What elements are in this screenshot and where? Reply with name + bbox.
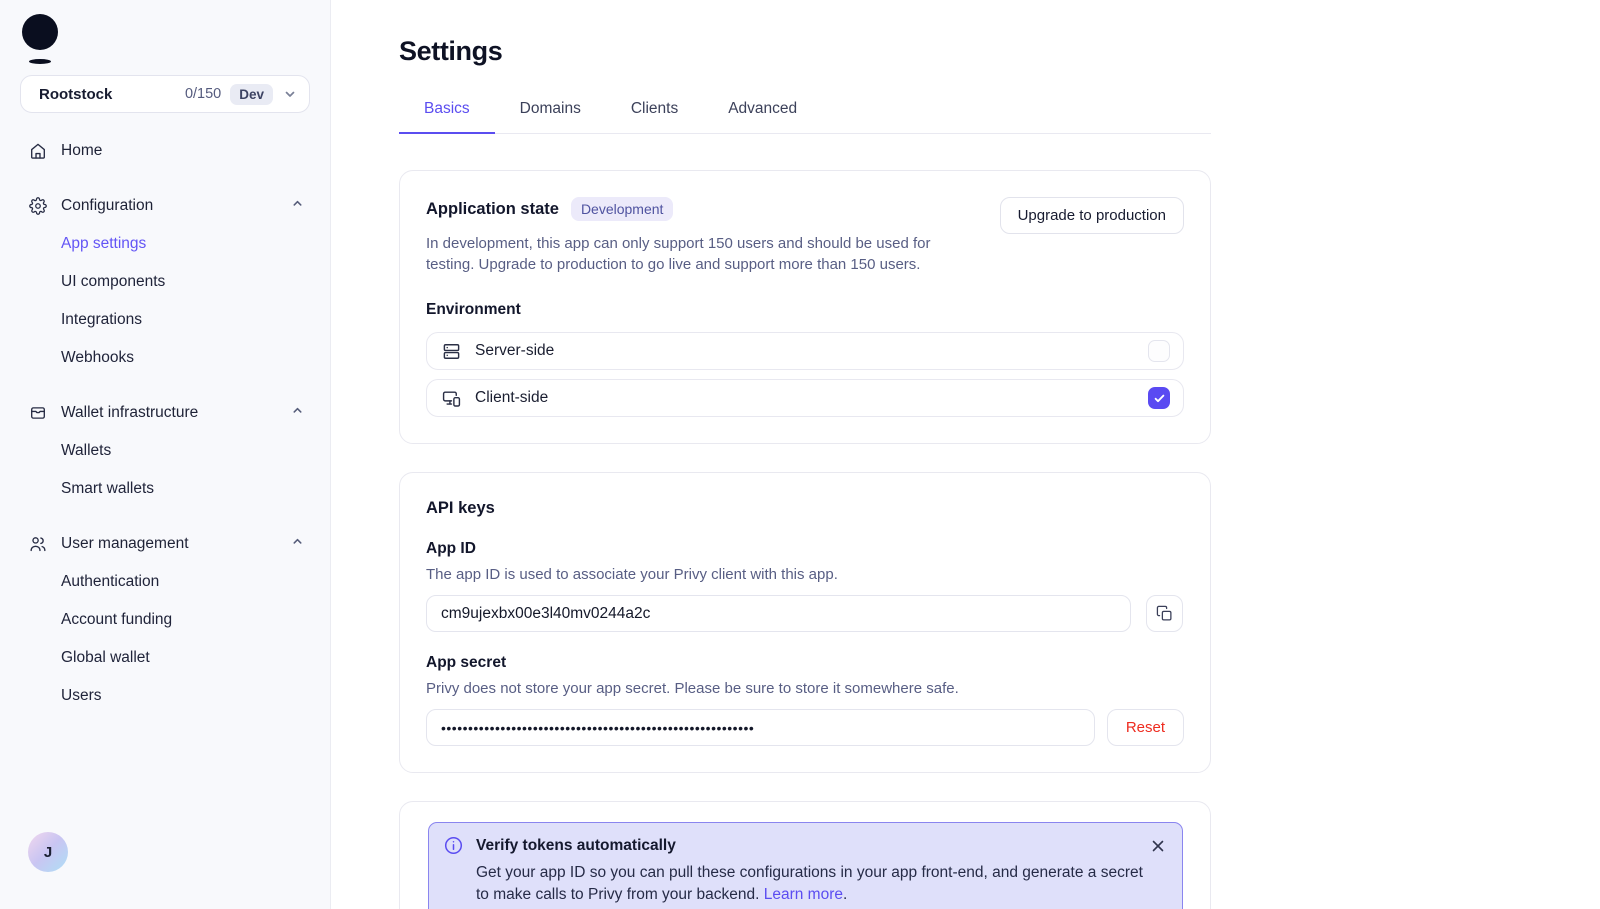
copy-icon bbox=[1156, 605, 1173, 622]
nav-group-wallet-infrastructure bbox=[20, 394, 310, 508]
app-secret-label: App secret bbox=[426, 654, 507, 671]
privy-logo bbox=[22, 14, 62, 60]
sidebar bbox=[0, 0, 331, 909]
sidebar-item-users[interactable]: Users bbox=[61, 687, 102, 704]
app-id-label: App ID bbox=[426, 540, 476, 557]
banner-title: Verify tokens automatically bbox=[476, 836, 676, 854]
client-side-checkbox[interactable] bbox=[1148, 387, 1170, 409]
upgrade-to-production-button[interactable]: Upgrade to production bbox=[1000, 197, 1184, 234]
environment-option-client-side[interactable] bbox=[426, 379, 1184, 417]
reset-secret-button[interactable]: Reset bbox=[1107, 709, 1184, 746]
copy-app-id-button[interactable] bbox=[1146, 595, 1183, 632]
privy-logo-base bbox=[29, 59, 51, 64]
sidebar-item-wallet-infrastructure[interactable] bbox=[20, 394, 310, 432]
home-icon bbox=[28, 142, 47, 161]
tab-basics[interactable]: Basics bbox=[399, 100, 495, 134]
banner-body-text: Get your app ID so you can pull these configurations in your app front-end, and generate a secret to make calls to Privy from your backend. bbox=[476, 864, 1143, 903]
app-selector-name: Rootstock bbox=[39, 85, 113, 103]
token-verification-card bbox=[399, 801, 1211, 909]
sidebar-item-ui-components[interactable]: UI components bbox=[61, 273, 166, 290]
application-state-description: In development, this app can only support 150 users and should be used for testing. Upgrade to production to go live and support more than 150 users. bbox=[426, 235, 931, 273]
tab-clients[interactable]: Clients bbox=[630, 100, 679, 117]
tab-bar bbox=[399, 100, 1211, 134]
sidebar-item-smart-wallets[interactable]: Smart wallets bbox=[61, 480, 155, 497]
app-usage-count: 0/150 bbox=[184, 86, 222, 102]
environment-label: Environment bbox=[426, 301, 521, 318]
sidebar-item-configuration[interactable] bbox=[20, 187, 310, 225]
sidebar-item-wallets[interactable]: Wallets bbox=[61, 442, 112, 459]
sidebar-item-label: Home bbox=[61, 142, 103, 159]
tab-advanced[interactable]: Advanced bbox=[728, 100, 798, 117]
environment-option-server-side[interactable] bbox=[426, 332, 1184, 370]
app-secret-input[interactable] bbox=[426, 709, 1095, 746]
sidebar-item-account-funding[interactable]: Account funding bbox=[61, 611, 173, 628]
environment-option-label: Client-side bbox=[475, 389, 549, 406]
app-selector[interactable] bbox=[20, 75, 310, 113]
info-icon bbox=[444, 836, 463, 855]
chevron-up-icon bbox=[291, 197, 304, 215]
server-side-checkbox[interactable] bbox=[1148, 340, 1170, 362]
environment-option-label: Server-side bbox=[475, 342, 555, 359]
page-title: Settings bbox=[399, 36, 503, 66]
api-keys-card bbox=[399, 472, 1211, 773]
privy-logo-circle bbox=[22, 14, 58, 50]
user-avatar[interactable]: J bbox=[28, 832, 68, 872]
wallet-icon bbox=[28, 404, 47, 423]
tab-domains[interactable]: Domains bbox=[519, 100, 581, 117]
development-badge: Development bbox=[571, 197, 674, 221]
devices-icon bbox=[442, 389, 461, 408]
sidebar-item-home[interactable] bbox=[20, 132, 310, 170]
main-content bbox=[331, 0, 1600, 909]
sidebar-item-global-wallet[interactable]: Global wallet bbox=[61, 649, 150, 666]
sidebar-item-integrations[interactable]: Integrations bbox=[61, 311, 142, 328]
sidebar-item-app-settings[interactable]: App settings bbox=[61, 235, 147, 252]
env-badge: Dev bbox=[230, 84, 273, 105]
verify-tokens-banner bbox=[428, 822, 1183, 909]
app-id-description: The app ID is used to associate your Privy client with this app. bbox=[426, 566, 838, 583]
chevron-up-icon bbox=[291, 535, 304, 553]
sidebar-item-label: Configuration bbox=[61, 197, 154, 214]
chevron-down-icon bbox=[283, 87, 297, 101]
banner-body-suffix: . bbox=[843, 885, 848, 903]
app-secret-description: Privy does not store your app secret. Please be sure to store it somewhere safe. bbox=[426, 680, 959, 697]
sidebar-item-label: User management bbox=[61, 535, 189, 552]
api-keys-title: API keys bbox=[426, 499, 495, 517]
nav-group-configuration bbox=[20, 187, 310, 377]
sidebar-item-user-management[interactable] bbox=[20, 525, 310, 563]
application-state-label: Application state bbox=[426, 199, 559, 218]
nav-group-user-management bbox=[20, 525, 310, 715]
server-icon bbox=[442, 342, 461, 361]
sidebar-item-authentication[interactable]: Authentication bbox=[61, 573, 160, 590]
chevron-up-icon bbox=[291, 404, 304, 422]
sidebar-item-label: Wallet infrastructure bbox=[61, 404, 199, 421]
sidebar-item-webhooks[interactable]: Webhooks bbox=[61, 349, 134, 366]
nav-group-home bbox=[20, 132, 310, 170]
banner-body bbox=[476, 862, 1147, 905]
sidebar-nav bbox=[20, 132, 310, 715]
users-icon bbox=[28, 535, 47, 554]
close-icon[interactable] bbox=[1149, 837, 1167, 855]
application-state-card bbox=[399, 170, 1211, 444]
app-id-input[interactable] bbox=[426, 595, 1131, 632]
gear-icon bbox=[28, 197, 47, 216]
learn-more-link[interactable]: Learn more bbox=[763, 885, 843, 903]
